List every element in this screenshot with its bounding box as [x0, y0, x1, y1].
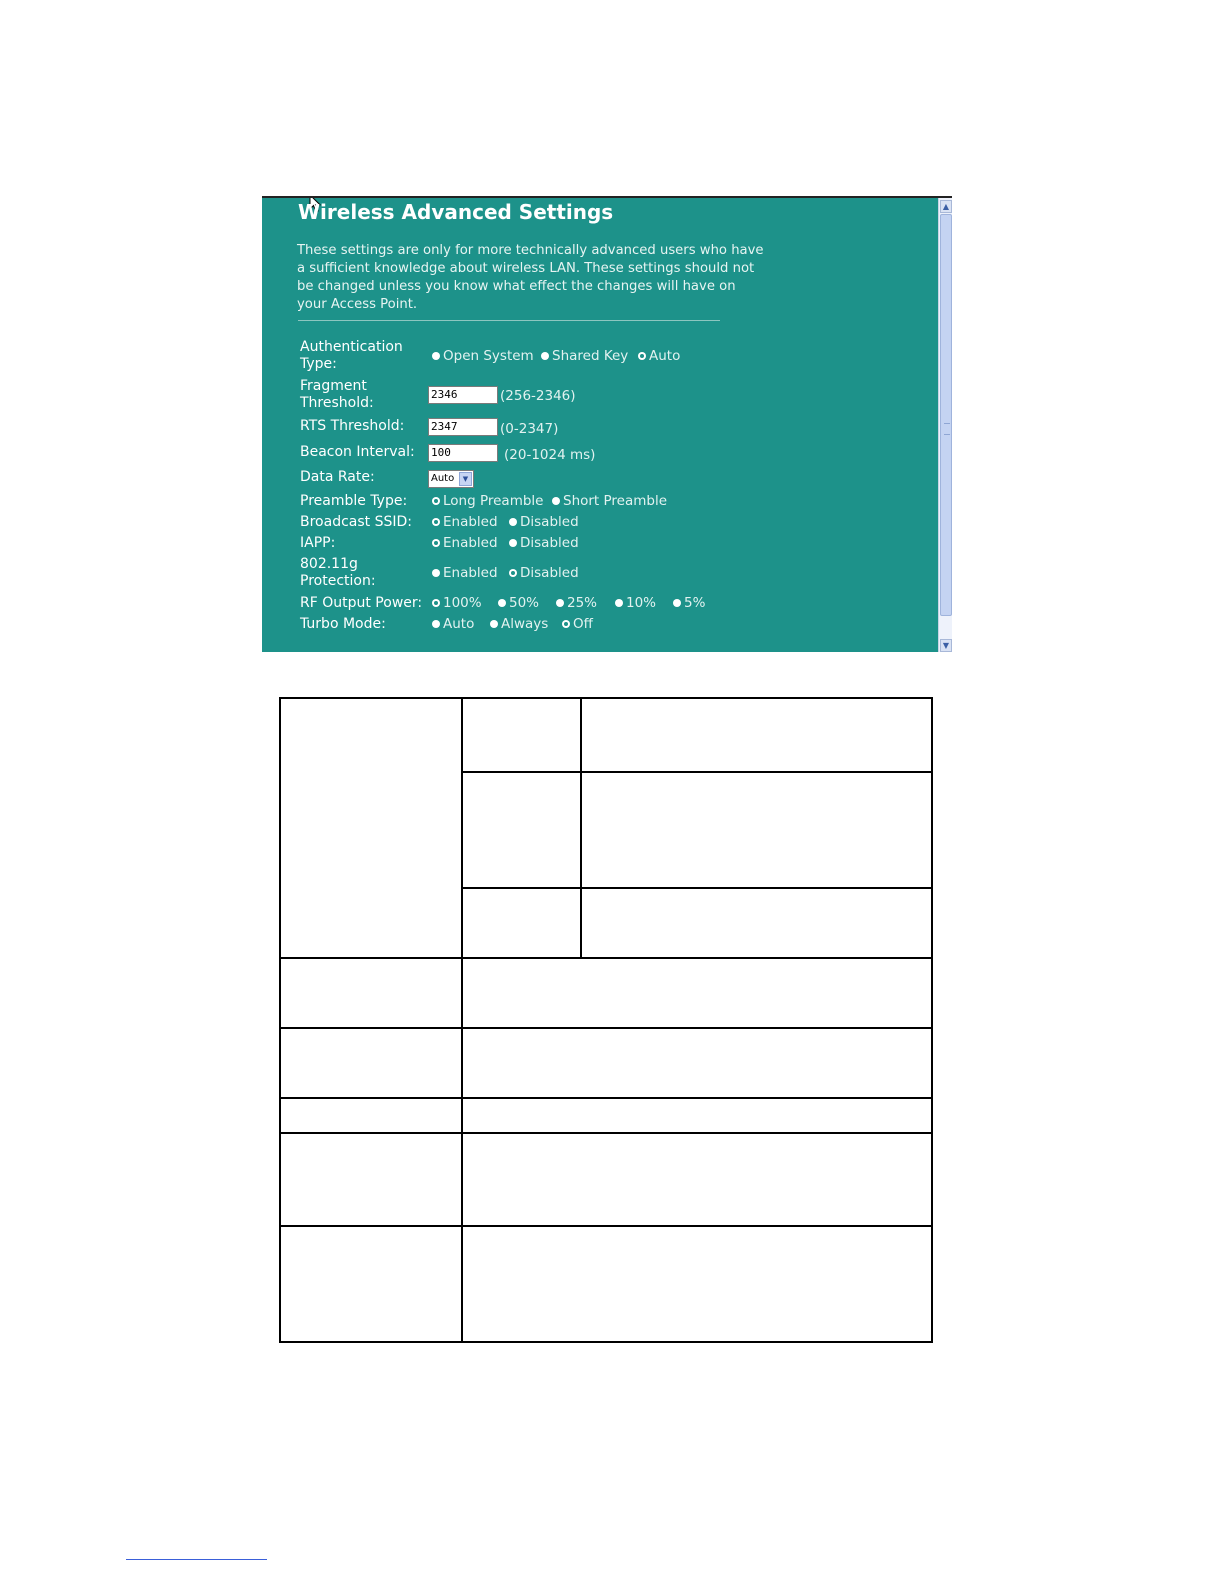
table-subrow-divider: [461, 771, 933, 773]
table-row-divider: [279, 1132, 933, 1134]
wireless-advanced-settings-panel: [262, 196, 952, 652]
page-title: Wireless Advanced Settings: [298, 200, 614, 224]
beacon-interval-label: Beacon Interval:: [300, 444, 415, 460]
radio-icon: [552, 497, 560, 505]
rf-power-100-radio[interactable]: 100%: [432, 595, 482, 611]
table-row-divider: [279, 957, 933, 959]
radio-selected-icon: [432, 539, 440, 547]
window-top-strip: [822, 196, 952, 198]
rf-power-25-radio[interactable]: 25%: [556, 595, 597, 611]
chevron-down-icon[interactable]: ▼: [459, 472, 472, 486]
table-subrow-divider: [461, 887, 933, 889]
auth-auto-radio[interactable]: Auto: [638, 348, 680, 364]
rts-threshold-range: (0-2347): [500, 421, 559, 437]
table-column-divider: [461, 697, 463, 1343]
footer-link-underline: [126, 1559, 267, 1560]
radio-selected-icon: [509, 569, 517, 577]
radio-icon: [509, 539, 517, 547]
table-border-left: [279, 697, 281, 1343]
authentication-type-label: Authentication Type:: [300, 339, 403, 372]
radio-icon: [490, 620, 498, 628]
radio-icon: [556, 599, 564, 607]
iapp-label: IAPP:: [300, 535, 336, 551]
preamble-long-radio[interactable]: Long Preamble: [432, 493, 543, 509]
auth-shared-key-radio[interactable]: Shared Key: [541, 348, 628, 364]
radio-icon: [615, 599, 623, 607]
description-line: be changed unless you know what effect the changes will have on: [297, 279, 736, 294]
turbo-auto-radio[interactable]: Auto: [432, 616, 474, 632]
radio-icon: [498, 599, 506, 607]
rts-threshold-label: RTS Threshold:: [300, 418, 405, 434]
radio-icon: [673, 599, 681, 607]
table-row-divider: [279, 1027, 933, 1029]
table-border-top: [279, 697, 933, 699]
radio-icon: [432, 352, 440, 360]
fragment-threshold-range: (256-2346): [500, 388, 576, 404]
description-line: your Access Point.: [297, 297, 418, 312]
radio-selected-icon: [432, 497, 440, 505]
radio-icon: [432, 620, 440, 628]
broadcast-ssid-label: Broadcast SSID:: [300, 514, 412, 530]
ssid-disabled-radio[interactable]: Disabled: [509, 514, 579, 530]
table-row-divider: [279, 1097, 933, 1099]
beacon-interval-range: (20-1024 ms): [504, 447, 596, 463]
chevron-down-icon[interactable]: ▼: [940, 639, 952, 652]
data-rate-select[interactable]: Auto ▼: [428, 470, 474, 488]
turbo-mode-label: Turbo Mode:: [300, 616, 386, 632]
rts-threshold-input[interactable]: 2347: [428, 418, 498, 436]
radio-icon: [432, 569, 440, 577]
description: [297, 242, 764, 314]
preamble-short-radio[interactable]: Short Preamble: [552, 493, 667, 509]
divider: [298, 320, 720, 321]
table-subcolumn-divider: [580, 697, 582, 958]
chevron-up-icon[interactable]: ▲: [940, 200, 952, 213]
radio-selected-icon: [432, 599, 440, 607]
scrollbar-thumb[interactable]: [940, 214, 952, 616]
rf-power-50-radio[interactable]: 50%: [498, 595, 539, 611]
radio-icon: [541, 352, 549, 360]
turbo-always-radio[interactable]: Always: [490, 616, 548, 632]
vertical-scrollbar[interactable]: [938, 198, 952, 652]
beacon-interval-input[interactable]: 100: [428, 444, 498, 462]
turbo-off-radio[interactable]: Off: [562, 616, 593, 632]
auth-open-system-radio[interactable]: Open System: [432, 348, 534, 364]
rf-power-5-radio[interactable]: 5%: [673, 595, 705, 611]
iapp-disabled-radio[interactable]: Disabled: [509, 535, 579, 551]
protection-disabled-radio[interactable]: Disabled: [509, 565, 579, 581]
radio-selected-icon: [638, 352, 646, 360]
table-row-divider: [279, 1225, 933, 1227]
fragment-threshold-label: Fragment Threshold:: [300, 378, 374, 411]
radio-selected-icon: [432, 518, 440, 526]
description-line: a sufficient knowledge about wireless LAN. These settings should not: [297, 261, 755, 276]
radio-icon: [509, 518, 517, 526]
rf-power-10-radio[interactable]: 10%: [615, 595, 656, 611]
iapp-enabled-radio[interactable]: Enabled: [432, 535, 498, 551]
protection-label: 802.11g Protection:: [300, 556, 376, 589]
fragment-threshold-input[interactable]: 2346: [428, 386, 498, 404]
preamble-type-label: Preamble Type:: [300, 493, 408, 509]
table-border-right: [931, 697, 933, 1343]
radio-selected-icon: [562, 620, 570, 628]
ssid-enabled-radio[interactable]: Enabled: [432, 514, 498, 530]
table-border-bottom: [279, 1341, 933, 1343]
description-line: These settings are only for more technically advanced users who have: [297, 243, 764, 258]
rf-output-power-label: RF Output Power:: [300, 595, 423, 611]
grip-icon: [944, 423, 950, 435]
data-rate-label: Data Rate:: [300, 469, 375, 485]
protection-enabled-radio[interactable]: Enabled: [432, 565, 498, 581]
